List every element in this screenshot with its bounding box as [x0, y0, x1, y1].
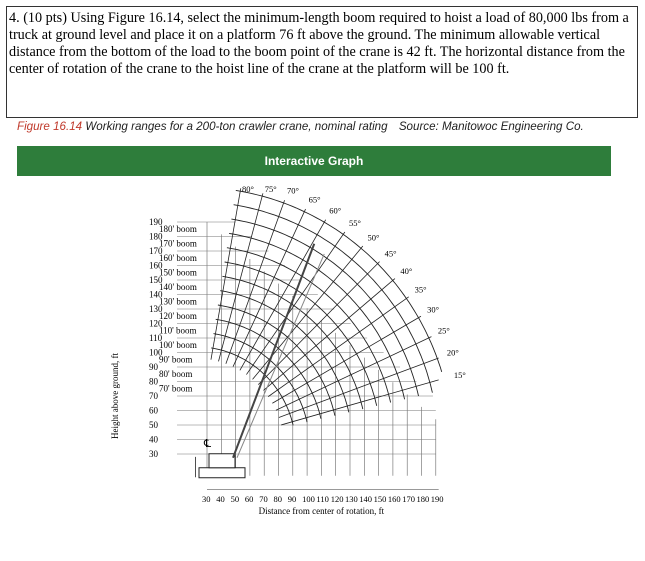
boom-label: 160' boom [159, 253, 197, 264]
y-tick-label: 120 [149, 318, 163, 329]
x-tick-label: 40 [216, 493, 225, 504]
chart-svg [100, 180, 620, 530]
angle-label: 15° [453, 370, 466, 381]
y-tick-label: 160 [149, 260, 163, 271]
centerline-symbol: ℄ [204, 437, 212, 450]
y-tick-label: 90 [149, 362, 158, 372]
boom-label: 150' boom [159, 267, 197, 278]
x-tick-label: 160 [387, 493, 401, 504]
angle-label: 80° [241, 184, 254, 194]
figure-label: Figure 16.14 [17, 120, 83, 133]
figure-title: Working ranges for a 200-ton crawler crane, nominal rating [85, 120, 388, 133]
angle-line [240, 220, 326, 371]
x-tick-label: 140 [359, 493, 373, 504]
boom-arc [211, 348, 293, 426]
angle-label: 35° [414, 284, 427, 295]
x-tick-label: 150 [373, 493, 387, 504]
figure-source: Source: Manitowoc Engineering Co. [398, 120, 584, 133]
crane-range-chart [100, 180, 620, 530]
y-tick-label: 40 [149, 434, 158, 445]
boom-label: 120' boom [159, 311, 197, 322]
boom-arc [225, 262, 377, 406]
y-tick-label: 190 [149, 217, 163, 227]
y-tick-label: 50 [149, 420, 158, 430]
angle-line [276, 337, 432, 411]
y-tick-label: 180 [149, 231, 163, 242]
crane-tracks [199, 468, 245, 478]
boom-label: 90' boom [159, 354, 193, 365]
angle-line [272, 316, 421, 403]
x-tick-label: 30 [202, 493, 211, 504]
x-tick-label: 170 [402, 493, 415, 504]
x-tick-label: 110 [316, 493, 329, 504]
angle-label: 65° [308, 194, 321, 205]
interactive-graph-title: Interactive Graph [264, 154, 364, 168]
angle-label: 60° [329, 205, 342, 216]
angle-label: 30° [427, 304, 440, 315]
x-tick-label: 60 [244, 493, 254, 504]
y-tick-label: 140 [149, 289, 163, 300]
boom-label: 110' boom [159, 325, 197, 336]
x-tick-label: 80 [273, 493, 282, 504]
y-tick-label: 30 [149, 449, 158, 459]
x-tick-label: 50 [230, 493, 240, 504]
angle-label: 20° [446, 347, 459, 358]
y-tick-label: 130 [149, 304, 163, 314]
angle-label: 50° [367, 232, 380, 243]
boom-label: 140' boom [159, 282, 197, 293]
boom-label: 130' boom [159, 296, 197, 307]
boom-label: 170' boom [159, 238, 197, 249]
boom-arc [227, 248, 391, 403]
y-tick-label: 60 [149, 405, 158, 416]
x-tick-label: 190 [430, 493, 444, 504]
x-tick-label: 90 [287, 493, 297, 504]
angle-label: 75° [264, 184, 277, 194]
y-tick-label: 150 [149, 275, 163, 285]
crane-boom [233, 244, 314, 458]
boom-label: 80' boom [159, 369, 193, 380]
boom-arc [234, 205, 433, 393]
crane-cab [209, 454, 235, 468]
y-tick-label: 110 [149, 333, 163, 343]
boom-label: 70' boom [159, 383, 193, 394]
x-tick-label: 70 [259, 493, 268, 504]
problem-box [6, 6, 638, 118]
problem-text: 4. (10 pts) Using Figure 16.14, select the minimum-length boom required to hoist a load of 80,000 lbs from a truck at ground level and place it on a platform 76 ft above the ground. The minimum allowable vertical distance from the bottom of the load to the boom point of the crane is 42 ft. The horizontal distance from the center of rotation of the crane to the hoist line of the crane at the platform will be 100 ft. [9, 10, 629, 77]
y-axis-label: Height above ground, ft [110, 353, 120, 439]
x-tick-label: 100 [302, 493, 315, 504]
angle-label: 70° [287, 185, 299, 196]
x-tick-label: 120 [330, 493, 344, 504]
angle-line [253, 246, 363, 379]
boom-label: 100' boom [159, 340, 197, 351]
x-axis-label: Distance from center of rotation, ft [258, 505, 385, 516]
angle-label: 40° [400, 265, 413, 276]
interactive-graph-bar[interactable] [17, 146, 611, 176]
angle-label: 45° [384, 248, 397, 259]
y-tick-label: 170 [149, 246, 163, 256]
y-tick-label: 100 [149, 347, 163, 358]
figure-caption [17, 120, 584, 133]
angle-line [263, 279, 394, 391]
angle-line [281, 380, 438, 425]
angle-label: 25° [437, 325, 450, 336]
y-tick-label: 80 [149, 376, 158, 387]
y-tick-label: 70 [149, 391, 158, 401]
boom-label: 180' boom [159, 224, 197, 235]
angle-label: 55° [348, 218, 361, 229]
x-tick-label: 180 [416, 493, 430, 504]
x-tick-label: 130 [345, 493, 358, 504]
